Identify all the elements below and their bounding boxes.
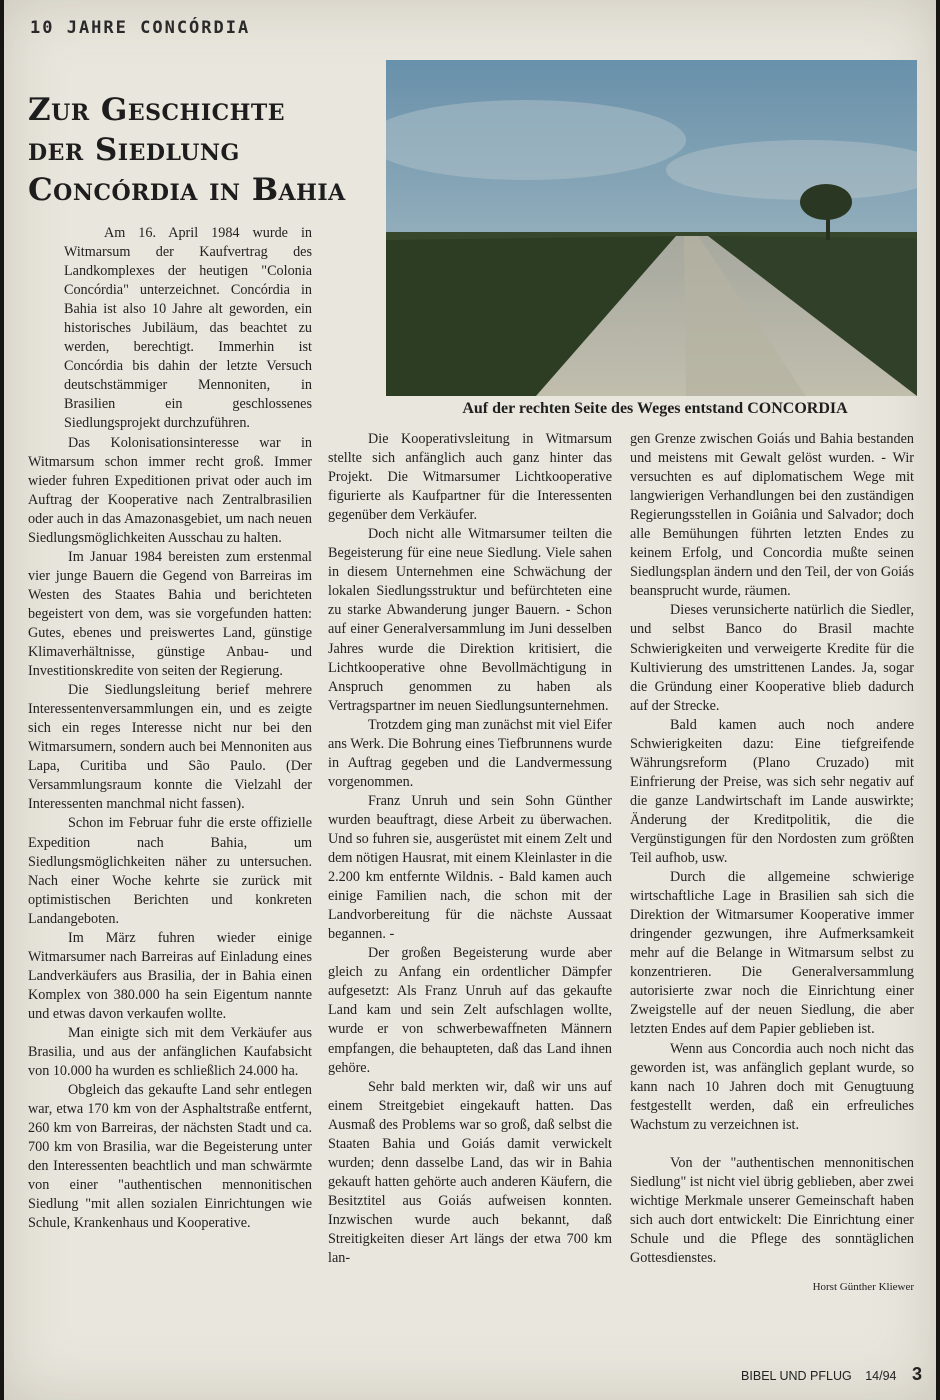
paragraph: Dieses verunsicherte natürlich die Siedler, und selbst Banco do Brasil machte Schwierigkeiten und verweigerte Kredite für die Kultivierung des umstrittenen Landes. Ja, sogar die Gründung einer Kooperative blieb dadurch auf der Strecke. [630,602,914,714]
article-title [28,90,388,210]
column-3 [630,430,914,1297]
paragraph: gen Grenze zwischen Goiás und Bahia bestanden und meistens mit Gewalt gelöst wurden. - Wir versuchten es auf diplomatischem Wege mit langwierigen Verhandlungen bei den zuständigen Regierungsstellen in Goiânia und Salvador; doch alle Bemühungen führten letzten Endes zu keinem Erfolg, und Concordia mußte seinen Siedlungsplan ändern und den Teil, der von Goiás beansprucht wurde, räumen. [630,431,914,600]
author-signature: Horst Günther Kliewer [812,1281,914,1294]
paragraph: Von der "authentischen mennonitischen Siedlung" ist nicht viel übrig geblieben, aber zwei wichtige Merkmale unserer Gemeinschaft haben sich auch dort entwickelt: Die Einrichtung einer Schule und die Pflege des sonntäglichen Gottesdienstes. [630,1154,914,1266]
road-photo [386,60,917,396]
paragraph: Im März fuhren wieder einige Witmarsumer nach Barreiras auf Einladung eines Landverkäufers aus Brasilia, der in Bahia einen Komplex von 380.000 ha sein Eigentum nannte und etwas davon verkaufen wollte. [28,929,312,1022]
paragraph: Doch nicht alle Witmarsumer teilten die Begeisterung für eine neue Siedlung. Viele sahen in diesem Unternehmen eine Schwächung der lokalen Siedlungsstruktur und befürchteten eine zu starke Abwanderung junger Bauern. - Schon auf einer Generalversammlung im Juni desselben Jahres wurde die Direktion kritisiert, die Lichtkooperative ohne Bevollmächtigung in Anspruch genommen zu haben als Vertragspartner im neuen Siedlungsunternehmen. [328,526,612,714]
title-line-1: Zur Geschichte [28,92,286,128]
paragraph: Trotzdem ging man zunächst mit viel Eifer ans Werk. Die Bohrung eines Tiefbrunnens wurde in Auftrag gegeben und die Landvermessung vorgenommen. [328,716,612,790]
paragraph: Die Kooperativsleitung in Witmarsum stellte sich anfänglich auch ganz hinter das Projekt. Die Witmarsumer Lichtkooperative figurierte als Kaufpartner für die Interessenten gegenüber dem Verkäufer. [328,431,612,524]
column-1 [28,224,312,1233]
paragraph: Franz Unruh und sein Sohn Günther wurden beauftragt, diese Arbeit zu überwachen. Und so fuhren sie, ausgerüstet mit einem Zelt und dem nötigen Hausrat, mit einem Kleinlaster in die 2.200 km entfernte Wildnis. - Bald kamen auch einige Familien nach, die schon mit der Landvorbereitung für die nächste Aussaat begannen. - [328,792,612,943]
page-footer [741,1364,922,1385]
magazine-name: BIBEL UND PFLUG [741,1369,852,1383]
paragraph: Der großen Begeisterung wurde aber gleich zu Anfang ein ordentlicher Dämpfer aufgesetzt: Als Franz Unruh auf das gekaufte Land kam und sein Zelt aufschlagen wollte, wurde er von schwerbewaffneten Männern empfangen, die behaupteten, daß das Land ihnen gehöre. [328,945,612,1076]
page-number: 3 [911,1364,922,1384]
photo-caption: Auf der rechten Seite des Weges entstand CONCORDIA [462,400,848,417]
paragraph: Man einigte sich mit dem Verkäufer aus Brasilia, und aus der anfänglichen Kaufabsicht von 10.000 ha wurden es schließlich 24.000 ha. [28,1024,312,1080]
paragraph: Obgleich das gekaufte Land sehr entlegen war, etwa 170 km von der Asphaltstraße entfernt, 260 km von Barreiras, der nächsten Stadt und ca. 700 km von Brasilia, war die Begeisterung unter den Interessenten beachtlich und man schwärmte von einer "authentischen mennonitischen Siedlung "mit allen sozialen Einrichtungen wie Schule, Krankenhaus und Kooperative. [28,1082,312,1232]
title-line-2: der Siedlung [28,132,240,168]
paragraph: Schon im Februar fuhr die erste offizielle Expedition nach Bahia, um Siedlungsmöglichkeiten näher zu untersuchen. Nach einer Woche kehrte sie zurück mit optimistischen Berichten und konkreten Landangeboten. [28,815,312,927]
paragraph: Im Januar 1984 bereisten zum erstenmal vier junge Bauern die Gegend von Barreiras im Westen des Staates Bahia und berichteten begeistert von dem, was sie vorgefunden hatten: Gutes, ebenes und preiswertes Land, günstige Klimaverhältnisse, günstige Anbau- und Investitionskredite von seiten der Regierung. [28,548,312,680]
column-2 [328,430,612,1268]
paragraph: Wenn aus Concordia auch noch nicht das geworden ist, was anfänglich geplant wurde, so kann nach 10 Jahren doch mit Genugtuung festgestellt werden, daß ein erfreuliches Wachstum zu verzeichnen ist. [630,1040,914,1133]
paragraph: Durch die allgemeine schwierige wirtschaftliche Lage in Brasilien sah sich die Direktion der Witmarsumer Kooperative immer dringender gezwungen, ihre Aufmerksamkeit mehr auf die Belange in Witmarsum selbst zu konzentrieren. Die Generalversammlung autorisierte zwar noch die Einrichtung einer Zweigstelle auf der neuen Siedlung, die aber letzten Endes auf dem Papier geblieben ist. [630,869,914,1038]
paragraph: Sehr bald merkten wir, daß wir uns auf einem Streitgebiet eingekauft hatten. Das Ausmaß des Problems war so groß, daß selbst die Staaten Bahia und Goiás damit verwickelt wurden; denn dasselbe Land, das wir in Bahia gekauft hatten gehörte auch anderen Käufern, die Besitztitel aus Goiás aufweisen konnten. Inzwischen wurde auch bekannt, daß Streitigkeiten dieser Art längs der etwa 700 km lan- [328,1078,612,1267]
paragraph: Die Siedlungsleitung berief mehrere Interessentenversammlungen ein, und es zeigte sich ein reges Interesse nicht nur bei den Witmarsumern, sondern auch bei Mennoniten aus Lapa, Curitiba und São Paulo. (Der Versammlungsraum konnte die Vielzahl der Interessenten manchmal nicht fassen). [28,682,312,813]
paragraph: Am 16. April 1984 wurde in Witmarsum der Kaufvertrag des Landkomplexes der heutigen "Colonia Concórdia" unterzeichnet. Concórdia in Bahia ist also 10 Jahre alt geworden, ein historisches Jubiläum, das beachtet zu werden, berechtigt. Immerhin ist Concórdia bis dahin der letzte Versuch deutschstämmiger Mennoniten, in Brasilien ein geschlossenes Siedlungsprojekt durchzuführen. [64,225,312,432]
paragraph: Bald kamen auch noch andere Schwierigkeiten dazu: Eine tiefgreifende Währungsreform (Plano Cruzado) mit Einfrierung der Preise, was sich sehr negativ auf die ganze Landwirtschaft im Lande auswirkte; Änderung der Kreditpolitik, die die Vergünstigungen für den Nordosten zum größten Teil aufhob, usw. [630,716,914,867]
issue-number: 14/94 [865,1369,897,1383]
magazine-page [4,0,936,1400]
running-head: 10 JAHRE CONCÓRDIA [30,18,251,38]
title-line-3: Concórdia in Bahia [28,172,346,208]
paragraph: Das Kolonisationsinteresse war in Witmarsum schon immer recht groß. Immer wieder fuhren Expeditionen privat oder auch im Auftrag der Kooperative nach Zentralbrasilien oder auch in das Amazonasgebiet, um nach neuen Siedlungsmöglichkeiten Ausschau zu halten. [28,434,312,546]
